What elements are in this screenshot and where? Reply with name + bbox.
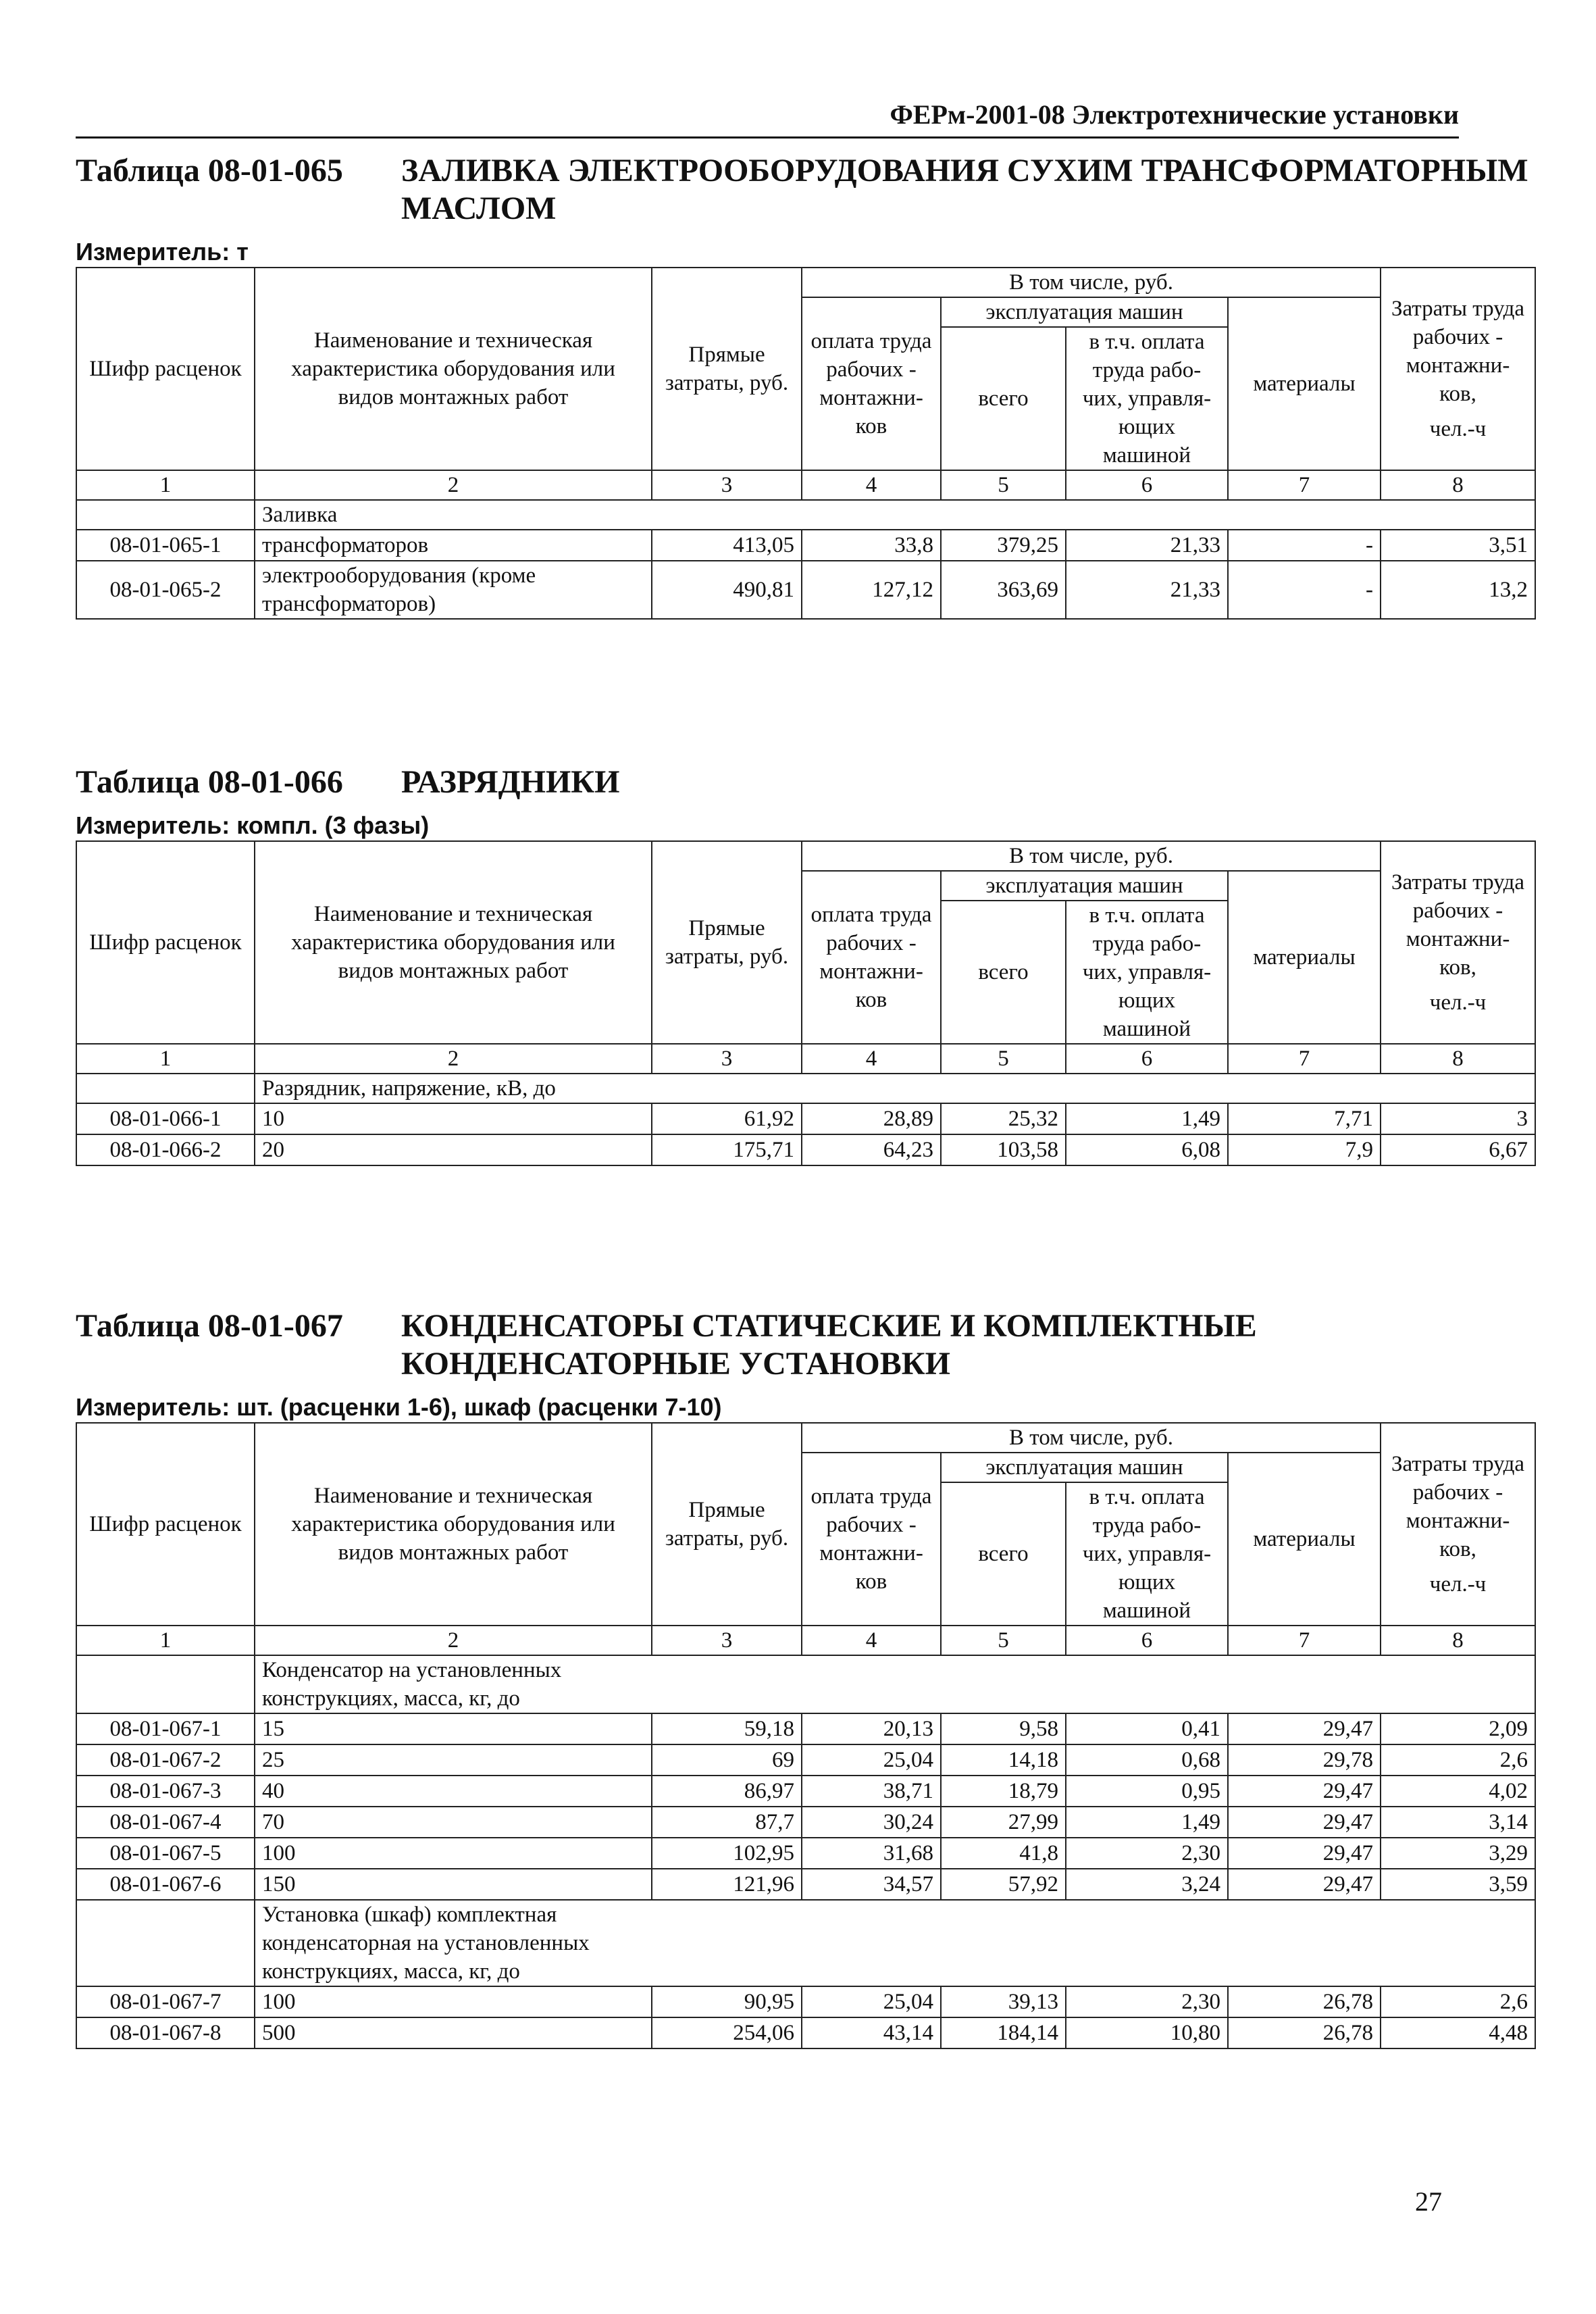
table-row [76, 1869, 1535, 1900]
measure-label: Измеритель: [76, 1393, 230, 1421]
table-title [76, 1307, 1535, 1383]
row-code: 08-01-067-7 [76, 1986, 255, 2017]
row-machines-total: 103,58 [941, 1134, 1066, 1165]
table-row [76, 561, 1535, 619]
row-name: 20 [255, 1134, 652, 1165]
column-number: 5 [941, 1626, 1066, 1655]
column-number: 4 [802, 1626, 941, 1655]
price-table [76, 763, 1535, 1166]
row-code: 08-01-067-3 [76, 1776, 255, 1807]
measure-label: Измеритель: [76, 811, 230, 839]
row-direct: 175,71 [652, 1134, 802, 1165]
row-labor: 2,6 [1381, 1986, 1535, 2017]
table-row [76, 1807, 1535, 1838]
row-direct: 90,95 [652, 1986, 802, 2017]
group-title [255, 1655, 1535, 1713]
column-number: 7 [1228, 470, 1381, 500]
table-title [76, 763, 1535, 801]
header-included: В том числе, руб. [802, 268, 1381, 297]
row-materials: 7,9 [1228, 1134, 1381, 1165]
header-labor [1381, 268, 1535, 470]
row-wage: 38,71 [802, 1776, 941, 1807]
row-wage: 127,12 [802, 561, 941, 619]
row-code: 08-01-067-4 [76, 1807, 255, 1838]
row-materials: 29,47 [1228, 1869, 1381, 1900]
header-wage: оплата труда рабочих - монтажни-ков [802, 1453, 941, 1626]
measure-label: Измеритель: [76, 238, 230, 266]
column-number: 2 [255, 1626, 652, 1655]
group-title-text: Конденсатор на установленных конструкциях, масса, кг, до [262, 1658, 562, 1711]
header-name: Наименование и техническая характеристика оборудования или видов монтажных работ [255, 268, 652, 470]
table-row [76, 1776, 1535, 1807]
group-row [76, 1900, 1535, 1986]
row-machines-wage: 6,08 [1066, 1134, 1228, 1165]
row-machines-total: 184,14 [941, 2017, 1066, 2048]
row-code: 08-01-067-8 [76, 2017, 255, 2048]
row-wage: 34,57 [802, 1869, 941, 1900]
header-name: Наименование и техническая характеристика оборудования или видов монтажных работ [255, 841, 652, 1044]
table-row [76, 2017, 1535, 2048]
row-code: 08-01-067-1 [76, 1713, 255, 1744]
row-machines-wage: 2,30 [1066, 1986, 1228, 2017]
row-direct: 102,95 [652, 1838, 802, 1869]
group-row [76, 1074, 1535, 1103]
row-machines-wage: 2,30 [1066, 1838, 1228, 1869]
row-labor: 3,59 [1381, 1869, 1535, 1900]
row-name: 150 [255, 1869, 652, 1900]
column-number: 4 [802, 1044, 941, 1074]
header-direct: Прямые затраты, руб. [652, 1423, 802, 1626]
rates-table [76, 267, 1536, 620]
header-materials: материалы [1228, 871, 1381, 1044]
row-code: 08-01-065-1 [76, 530, 255, 561]
row-materials: 29,47 [1228, 1713, 1381, 1744]
column-number: 8 [1381, 1626, 1535, 1655]
row-wage: 43,14 [802, 2017, 941, 2048]
measure-value: т [236, 238, 249, 266]
row-machines-total: 41,8 [941, 1838, 1066, 1869]
header-included: В том числе, руб. [802, 1423, 1381, 1453]
header-machines-wage: в т.ч. оплата труда рабо-чих, управля-ющих машиной [1066, 1482, 1228, 1626]
group-title [255, 1074, 1535, 1103]
row-machines-total: 379,25 [941, 530, 1066, 561]
header-labor-unit: чел.-ч [1429, 1572, 1487, 1596]
header-labor [1381, 1423, 1535, 1626]
row-materials: 29,47 [1228, 1838, 1381, 1869]
table-row [76, 1986, 1535, 2017]
header-machines-wage: в т.ч. оплата труда рабо-чих, управля-ющих машиной [1066, 901, 1228, 1044]
header-machines: эксплуатация машин [941, 871, 1228, 901]
table-row [76, 1103, 1535, 1134]
row-labor: 3 [1381, 1103, 1535, 1134]
row-name: электрооборудования (кроме трансформаторов) [255, 561, 652, 619]
group-code-cell [76, 1074, 255, 1103]
header-materials: материалы [1228, 1453, 1381, 1626]
row-name: 70 [255, 1807, 652, 1838]
header-labor-unit: чел.-ч [1429, 417, 1487, 441]
row-direct: 87,7 [652, 1807, 802, 1838]
header-machines-total: всего [941, 901, 1066, 1044]
row-wage: 33,8 [802, 530, 941, 561]
header-labor-label: Затраты труда рабочих - монтажни-ков, [1391, 870, 1525, 980]
group-title-text: Заливка [262, 503, 338, 527]
row-materials: 26,78 [1228, 1986, 1381, 2017]
group-title-text: Установка (шкаф) комплектная конденсаторная на установленных конструкциях, масса, кг, до [262, 1903, 590, 1984]
header-code: Шифр расценок [76, 268, 255, 470]
group-code-cell [76, 1900, 255, 1986]
column-numbers-row [76, 1626, 1535, 1655]
column-number: 2 [255, 1044, 652, 1074]
header-code: Шифр расценок [76, 841, 255, 1044]
row-machines-total: 14,18 [941, 1744, 1066, 1776]
row-materials: - [1228, 561, 1381, 619]
row-name: трансформаторов [255, 530, 652, 561]
header-row [76, 1423, 1535, 1453]
group-row [76, 1655, 1535, 1713]
row-name: 40 [255, 1776, 652, 1807]
row-wage: 30,24 [802, 1807, 941, 1838]
row-labor: 6,67 [1381, 1134, 1535, 1165]
row-direct: 490,81 [652, 561, 802, 619]
column-number: 1 [76, 1626, 255, 1655]
column-number: 8 [1381, 1044, 1535, 1074]
group-title [255, 500, 1535, 530]
row-direct: 61,92 [652, 1103, 802, 1134]
column-number: 1 [76, 1044, 255, 1074]
row-name: 100 [255, 1986, 652, 2017]
table-number: Таблица 08-01-066 [76, 764, 343, 800]
price-table [76, 1307, 1535, 2049]
row-labor: 2,09 [1381, 1713, 1535, 1744]
group-code-cell [76, 1655, 255, 1713]
row-code: 08-01-067-5 [76, 1838, 255, 1869]
measure-line [76, 812, 1535, 839]
table-number: Таблица 08-01-065 [76, 153, 343, 188]
column-number: 6 [1066, 470, 1228, 500]
column-number: 6 [1066, 1626, 1228, 1655]
header-direct: Прямые затраты, руб. [652, 841, 802, 1044]
row-direct: 69 [652, 1744, 802, 1776]
rates-table [76, 1422, 1536, 2049]
measure-value: шт. (расценки 1-6), шкаф (расценки 7-10) [236, 1393, 722, 1421]
row-machines-wage: 21,33 [1066, 561, 1228, 619]
column-number: 8 [1381, 470, 1535, 500]
table-row [76, 1713, 1535, 1744]
table-number: Таблица 08-01-067 [76, 1308, 343, 1344]
row-name: 500 [255, 2017, 652, 2048]
column-number: 7 [1228, 1626, 1381, 1655]
row-machines-total: 9,58 [941, 1713, 1066, 1744]
row-machines-total: 25,32 [941, 1103, 1066, 1134]
header-materials: материалы [1228, 297, 1381, 470]
row-labor: 3,51 [1381, 530, 1535, 561]
row-machines-wage: 0,68 [1066, 1744, 1228, 1776]
row-wage: 25,04 [802, 1986, 941, 2017]
row-machines-total: 57,92 [941, 1869, 1066, 1900]
row-machines-wage: 0,41 [1066, 1713, 1228, 1744]
row-machines-total: 18,79 [941, 1776, 1066, 1807]
row-name: 15 [255, 1713, 652, 1744]
measure-line [76, 238, 1535, 266]
header-labor-unit: чел.-ч [1429, 990, 1487, 1015]
page-number: 27 [1415, 2186, 1442, 2217]
row-direct: 86,97 [652, 1776, 802, 1807]
table-row [76, 1744, 1535, 1776]
row-code: 08-01-067-2 [76, 1744, 255, 1776]
row-materials: 7,71 [1228, 1103, 1381, 1134]
row-materials: 29,47 [1228, 1807, 1381, 1838]
column-number: 7 [1228, 1044, 1381, 1074]
row-direct: 254,06 [652, 2017, 802, 2048]
row-machines-total: 39,13 [941, 1986, 1066, 2017]
table-row [76, 530, 1535, 561]
row-code: 08-01-066-2 [76, 1134, 255, 1165]
row-labor: 3,29 [1381, 1838, 1535, 1869]
table-row [76, 1838, 1535, 1869]
measure-line [76, 1394, 1535, 1421]
header-wage: оплата труда рабочих - монтажни-ков [802, 297, 941, 470]
row-direct: 59,18 [652, 1713, 802, 1744]
column-numbers-row [76, 1044, 1535, 1074]
table-title [76, 152, 1535, 228]
header-machines-total: всего [941, 327, 1066, 470]
column-number: 3 [652, 1626, 802, 1655]
table-name: КОНДЕНСАТОРЫ СТАТИЧЕСКИЕ И КОМПЛЕКТНЫЕ КОНДЕНСАТОРНЫЕ УСТАНОВКИ [401, 1308, 1257, 1382]
header-machines-wage: в т.ч. оплата труда рабо-чих, управля-ющих машиной [1066, 327, 1228, 470]
header-machines: эксплуатация машин [941, 297, 1228, 327]
header-machines: эксплуатация машин [941, 1453, 1228, 1482]
header-name: Наименование и техническая характеристика оборудования или видов монтажных работ [255, 1423, 652, 1626]
header-direct: Прямые затраты, руб. [652, 268, 802, 470]
column-number: 6 [1066, 1044, 1228, 1074]
column-number: 3 [652, 1044, 802, 1074]
column-number: 5 [941, 1044, 1066, 1074]
row-wage: 64,23 [802, 1134, 941, 1165]
running-head: ФЕРм-2001-08 Электротехнические установки [76, 96, 1459, 139]
group-code-cell [76, 500, 255, 530]
row-code: 08-01-066-1 [76, 1103, 255, 1134]
column-number: 4 [802, 470, 941, 500]
column-numbers-row [76, 470, 1535, 500]
row-wage: 28,89 [802, 1103, 941, 1134]
row-machines-wage: 3,24 [1066, 1869, 1228, 1900]
table-row [76, 1134, 1535, 1165]
group-title-text: Разрядник, напряжение, кВ, до [262, 1076, 556, 1101]
row-machines-wage: 0,95 [1066, 1776, 1228, 1807]
row-machines-wage: 10,80 [1066, 2017, 1228, 2048]
header-labor-label: Затраты труда рабочих - монтажни-ков, [1391, 1452, 1525, 1561]
header-labor [1381, 841, 1535, 1044]
row-machines-total: 27,99 [941, 1807, 1066, 1838]
header-included: В том числе, руб. [802, 841, 1381, 871]
row-direct: 413,05 [652, 530, 802, 561]
row-labor: 13,2 [1381, 561, 1535, 619]
column-number: 1 [76, 470, 255, 500]
table-name: ЗАЛИВКА ЭЛЕКТРООБОРУДОВАНИЯ СУХИМ ТРАНСФОРМАТОРНЫМ МАСЛОМ [401, 153, 1528, 226]
row-labor: 4,48 [1381, 2017, 1535, 2048]
row-direct: 121,96 [652, 1869, 802, 1900]
row-labor: 3,14 [1381, 1807, 1535, 1838]
column-number: 2 [255, 470, 652, 500]
column-number: 5 [941, 470, 1066, 500]
table-name: РАЗРЯДНИКИ [401, 764, 620, 800]
row-code: 08-01-067-6 [76, 1869, 255, 1900]
header-wage: оплата труда рабочих - монтажни-ков [802, 871, 941, 1044]
row-name: 10 [255, 1103, 652, 1134]
row-wage: 25,04 [802, 1744, 941, 1776]
group-row [76, 500, 1535, 530]
row-machines-wage: 1,49 [1066, 1807, 1228, 1838]
row-materials: - [1228, 530, 1381, 561]
row-name: 100 [255, 1838, 652, 1869]
row-materials: 29,78 [1228, 1744, 1381, 1776]
row-materials: 29,47 [1228, 1776, 1381, 1807]
row-machines-wage: 21,33 [1066, 530, 1228, 561]
group-title [255, 1900, 1535, 1986]
header-code: Шифр расценок [76, 1423, 255, 1626]
row-labor: 4,02 [1381, 1776, 1535, 1807]
row-wage: 20,13 [802, 1713, 941, 1744]
price-table [76, 152, 1535, 620]
row-machines-total: 363,69 [941, 561, 1066, 619]
measure-value: компл. (3 фазы) [236, 811, 430, 839]
header-machines-total: всего [941, 1482, 1066, 1626]
rates-table [76, 840, 1536, 1166]
row-machines-wage: 1,49 [1066, 1103, 1228, 1134]
row-name: 25 [255, 1744, 652, 1776]
row-wage: 31,68 [802, 1838, 941, 1869]
column-number: 3 [652, 470, 802, 500]
header-labor-label: Затраты труда рабочих - монтажни-ков, [1391, 297, 1525, 406]
row-materials: 26,78 [1228, 2017, 1381, 2048]
row-code: 08-01-065-2 [76, 561, 255, 619]
header-row [76, 268, 1535, 297]
row-labor: 2,6 [1381, 1744, 1535, 1776]
header-row [76, 841, 1535, 871]
